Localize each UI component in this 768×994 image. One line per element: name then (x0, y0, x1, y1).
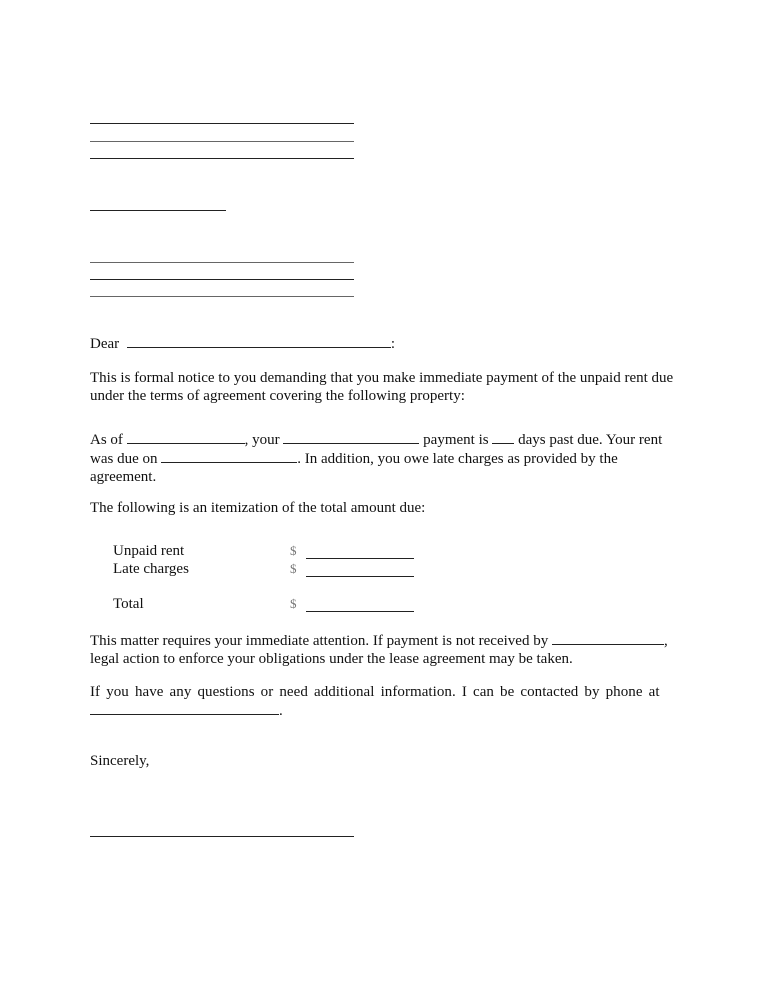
late-charges-amount-blank[interactable] (306, 576, 414, 577)
item-label-unpaid-rent: Unpaid rent (113, 543, 185, 559)
attention-comma: , (663, 633, 668, 649)
attention-paragraph (90, 631, 678, 668)
itemization-intro: The following is an itemization of the total amount due: (90, 500, 426, 516)
salutation-prefix: Dear (90, 336, 120, 352)
recipient-address-line-2[interactable] (90, 279, 354, 280)
recipient-address-line-3[interactable] (90, 296, 354, 297)
recipient-name-blank[interactable] (127, 334, 391, 348)
total-currency: $ (290, 596, 297, 611)
unpaid-rent-amount-blank[interactable] (306, 558, 414, 559)
agreement-text: agreement. (90, 469, 157, 485)
as-of-date-blank[interactable] (127, 430, 245, 444)
rent-due-date-blank[interactable] (161, 449, 297, 463)
addition-text: . In addition, you owe late charges as provided by the (297, 451, 618, 467)
as-of-text: As of (90, 432, 123, 448)
sender-address-line-1[interactable] (90, 123, 354, 124)
your-text: , your (244, 432, 280, 448)
total-amount-blank[interactable] (306, 611, 414, 612)
intro-paragraph: This is formal notice to you demanding that you make immediate payment of the unpaid rent due under the terms of agreement covering the following property: (90, 370, 674, 404)
payment-deadline-blank[interactable] (552, 631, 664, 645)
item-currency-late-charges: $ (290, 561, 297, 576)
sender-address-line-3[interactable] (90, 158, 354, 159)
sender-address-line-2[interactable] (90, 141, 354, 142)
contact-line-1: If you have any questions or need additional information. I can be contacted by phone at (90, 684, 660, 700)
date-line[interactable] (90, 210, 226, 211)
was-due-on-text: was due on (90, 451, 158, 467)
contact-paragraph (90, 683, 678, 720)
due-paragraph (90, 430, 678, 486)
phone-number-blank[interactable] (90, 701, 279, 715)
payment-type-blank[interactable] (283, 430, 419, 444)
signature-line[interactable] (90, 836, 354, 837)
closing: Sincerely, (90, 753, 150, 769)
attention-line-1: This matter requires your immediate attention. If payment is not received by (90, 633, 549, 649)
contact-period: . (279, 703, 283, 719)
item-currency-unpaid-rent: $ (290, 543, 297, 558)
days-past-due-blank[interactable] (492, 430, 514, 444)
salutation-suffix: : (390, 336, 396, 352)
salutation (90, 334, 395, 353)
days-past-due-text: days past due. Your rent (518, 432, 663, 448)
recipient-address-line-1[interactable] (90, 262, 354, 263)
total-label: Total (113, 596, 144, 612)
payment-is-text: payment is (423, 432, 489, 448)
attention-line-2: legal action to enforce your obligations under the lease agreement may be taken. (90, 651, 573, 667)
item-label-late-charges: Late charges (113, 561, 189, 577)
